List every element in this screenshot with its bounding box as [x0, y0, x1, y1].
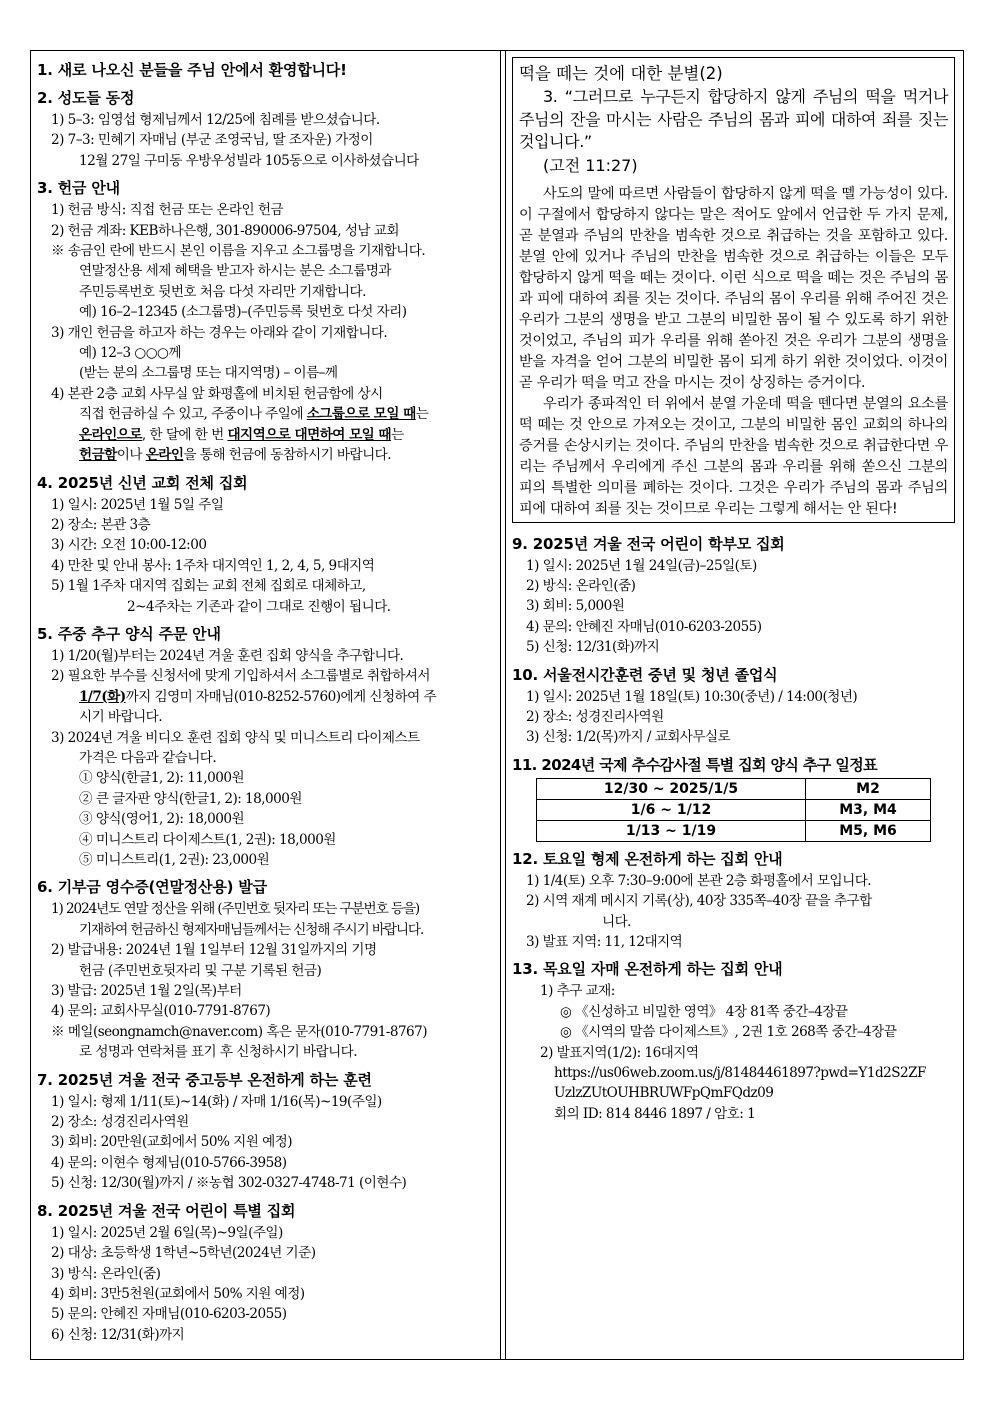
s5-deadline: 1/7(화): [79, 688, 126, 705]
s12-line-3: 니다.: [602, 913, 631, 930]
devotional-title: 떡을 떼는 것에 대한 분별(2): [519, 64, 723, 83]
s3-line-6: 예) 16–2–12345 (소그룹명)–(주민등록 뒷번호 다섯 자리): [79, 304, 407, 321]
s13-line-2: ◎ 《신성하고 비밀한 영역》 4장 81쪽 중간–4장끝: [560, 1003, 848, 1020]
zoom-link-line-1[interactable]: https://us06web.zoom.us/j/81484461897?pwd=Y1d2S2ZF: [554, 1065, 926, 1081]
s4-line-3: 3) 시간: 오전 10:00-12:00: [51, 537, 207, 554]
section-10-title: 10. 서울전시간훈련 중년 및 청년 졸업식: [512, 665, 778, 684]
s13-line-3: ◎ 《시역의 말씀 다이제스트》, 2권 1호 268쪽 중간–4장끝: [560, 1024, 897, 1041]
s5-line-3: [37, 687, 490, 707]
s8-line-6: 6) 신청: 12/31(화)까지: [51, 1326, 185, 1343]
s5-price-4: ④ 미니스트리 다이제스트(1, 2권): 18,000원: [79, 831, 336, 848]
s3-text: 는: [415, 406, 429, 423]
s10-line-3: 3) 신청: 1/2(목)까지 / 교회사무실로: [526, 729, 731, 746]
section-7-title: 7. 2025년 겨울 전국 중고등부 온전하게 하는 훈련: [37, 1070, 372, 1089]
s3-line-13: [37, 445, 490, 465]
section-6-title: 6. 기부금 영수증(연말정산용) 발급: [37, 878, 267, 897]
s3-line-2: 2) 헌금 계좌: KEB하나은행, 301-890006-97504, 성남 교회: [51, 222, 399, 239]
s3-line-7: 3) 개인 헌금을 하고자 하는 경우는 아래와 같이 기재합니다.: [51, 324, 388, 341]
s9-line-5: 5) 신청: 12/31(화)까지: [526, 639, 660, 656]
section-5-title: 5. 주중 추구 양식 주문 안내: [37, 624, 221, 643]
table-row: [537, 799, 931, 820]
schedule-date: 1/6 ~ 1/12: [537, 799, 806, 820]
s3-text: 는: [391, 426, 404, 443]
s2-line-2: 2) 7–3: 민혜기 자매님 (부군 조영국님, 딸 조자운) 가정이: [51, 132, 373, 149]
s3-text: 을 통해 헌금에 동참하시기 바랍니다.: [183, 447, 392, 464]
devotional-box: [512, 57, 955, 523]
s3-emphasis-online: 온라인으로: [79, 426, 142, 443]
s4-line-1: 1) 일시: 2025년 1월 5일 주일: [51, 496, 224, 513]
s3-line-3: ※ 송금인 란에 반드시 본인 이름을 지우고 소그룹명을 기재합니다.: [51, 243, 426, 260]
s3-emphasis-small-group: 소그룹으로 모일 때: [306, 406, 416, 423]
s3-line-5: 주민등록번호 뒷번호 처음 다섯 자리만 기재합니다.: [79, 283, 366, 300]
s6-line-6: 4) 문의: 교회사무실(010-7791-8767): [51, 1003, 271, 1020]
bulletin-frame: [30, 50, 964, 1360]
s6-line-5: 3) 발급: 2025년 1월 2일(목)부터: [51, 983, 242, 1000]
devotional-paragraph-2: 우리가 종파적인 터 위에서 분열 가운데 떡을 뗀다면 분열의 요소를 떡 떼는 것 안으로 가져오는 것이고, 그분의 비밀한 몸인 교회의 하나의 증거를 손상시키는 것이다. 주님의 만찬을 범속한 것으로 취급한다면 우리는 주님께서 우리에게 주신 그분의 몸과 우리를 위해 쏟으신 그분의 피의 특별한 의미를 폐하는 것이다. 그것은 우리가 주님의 몸과 주님의 피에 대하여 죄를 짓는 것이므로 우리는 그렇게 해서는 안 된다!: [519, 395, 948, 517]
s8-line-3: 3) 방식: 온라인(줌): [51, 1265, 161, 1282]
s6-line-4: 헌금 (주민번호뒷자리 및 구분 기록된 헌금): [79, 962, 322, 979]
s13-line-1: 1) 추구 교재:: [540, 983, 615, 1000]
s4-line-2: 2) 장소: 본관 3층: [51, 516, 151, 533]
s9-line-2: 2) 방식: 온라인(줌): [526, 577, 636, 594]
section-4-title: 4. 2025년 신년 교회 전체 집회: [37, 473, 248, 492]
s3-emphasis-district: 대지역으로 대면하여 모일 때: [227, 426, 391, 443]
meeting-id: 회의 ID: 814 8446 1897 / 암호: 1: [554, 1105, 756, 1122]
s12-line-2: 2) 시역 재계 메시지 기록(상), 40장 335쪽–40장 끝을 추구합: [526, 893, 872, 910]
s6-line-2: 기재하여 헌금하신 형제자매님들께서는 신청해 주시기 바랍니다.: [79, 921, 424, 938]
section-8-title: 8. 2025년 겨울 전국 어린이 특별 집회: [37, 1201, 296, 1220]
s6-line-8: 로 성명과 연락처를 표기 후 신청하시기 바랍니다.: [79, 1044, 358, 1061]
s5-text: 까지 김영미 자매님(010-8252-5760)에게 신청하여 주: [125, 688, 437, 705]
s3-line-8: 예) 12–3 ○○○께: [79, 345, 181, 362]
s4-line-6: 2~4주차는 기존과 같이 그대로 진행이 됩니다.: [127, 598, 391, 615]
s5-line-4: 시기 바랍니다.: [79, 709, 163, 726]
s3-line-9: (받는 분의 소그룹명 또는 대지역명) – 이름–께: [79, 365, 338, 382]
s9-line-4: 4) 문의: 안혜진 자매님(010-6203-2055): [526, 618, 762, 635]
s7-line-1: 1) 일시: 형제 1/11(토)~14(화) / 자매 1/16(목)~19(주일): [51, 1093, 382, 1110]
s8-line-4: 4) 회비: 3만5천원(교회에서 50% 지원 예정): [51, 1285, 305, 1302]
s5-price-5: ⑤ 미니스트리(1, 2권): 23,000원: [79, 852, 270, 868]
section-11-title: 11. 2024년 국제 추수감사절 특별 집회 양식 추구 일정표: [512, 755, 878, 774]
s3-line-1: 1) 헌금 방식: 직접 헌금 또는 온라인 헌금: [51, 202, 284, 219]
section-13-title: 13. 목요일 자매 온전하게 하는 집회 안내: [512, 960, 783, 979]
s8-line-5: 5) 문의: 안혜진 자매님(010-6203-2055): [51, 1306, 287, 1323]
schedule-value: M3, M4: [806, 799, 931, 820]
s4-line-4: 4) 만찬 및 안내 봉사: 1주차 대지역인 1, 2, 4, 5, 9대지역: [51, 557, 375, 574]
s13-line-4: 2) 발표지역(1/2): 16대지역: [540, 1044, 699, 1061]
s3-text: 직접 헌금하실 수 있고, 주중이나 주일에: [79, 406, 307, 423]
s5-line-1: 1) 1/20(월)부터는 2024년 겨울 훈련 집회 양식을 추구합니다.: [51, 647, 404, 664]
devotional-paragraph-1: 사도의 말에 따르면 사람들이 합당하지 않게 떡을 뗄 가능성이 있다. 이 구절에서 합당하지 않다는 말은 적어도 앞에서 언급한 두 가지 문제, 곧 분열과 주님의 만찬을 범속한 것으로 취급하는 것을 포함하고 있다. 분열 안에 있거나 주님의 만찬을 범속한 것으로 취급하는 이들은 모두 합당하지 않게 떡을 떼는 것이다. 이런 식으로 떡을 떼는 것은 주님의 몸과 피에 대하여 죄를 짓는 것이다. 주님의 몸이 우리를 위해 주어진 것은 우리가 그분의 생명을 받고 그분의 비밀한 몸이 될 수 있도록 하기 위한 것이었고, 주님의 피가 우리를 위해 쏟아진 것은 우리가 그분의 생명을 받을 자격을 얻어 그분의 비밀한 몸이 되게 하기 위한 것이었다. 이것이 곧 우리가 떡을 먹고 잔을 마시는 것이 상징하는 증거이다.: [519, 185, 948, 391]
s9-line-3: 3) 회비: 5,000원: [526, 598, 625, 615]
section-12-title: 12. 토요일 형제 온전하게 하는 집회 안내: [512, 849, 783, 868]
s2-line-3: 12월 27일 구미동 우방우성빌라 105동으로 이사하셨습니다: [79, 152, 419, 169]
s3-emphasis-box: 헌금함: [79, 447, 117, 464]
schedule-table: [536, 778, 931, 842]
s12-line-4: 3) 발표 지역: 11, 12대지역: [526, 933, 683, 950]
s5-line-5: 3) 2024년 겨울 비디오 훈련 집회 양식 및 미니스트리 다이제스트: [51, 729, 420, 746]
devotional-body: [519, 184, 948, 520]
s3-line-12: [37, 425, 490, 445]
s5-price-1: ① 양식(한글1, 2): 11,000원: [79, 770, 245, 787]
schedule-date: 1/13 ~ 1/19: [537, 820, 806, 841]
schedule-value: M2: [806, 778, 931, 799]
s3-emphasis-online-2: 온라인: [145, 447, 184, 464]
s3-line-10: 4) 본관 2층 교회 사무실 앞 화평홀에 비치된 헌금함에 상시: [51, 385, 383, 402]
s3-line-4: 연말정산용 세제 혜택을 받고자 하시는 분은 소그룹명과: [79, 263, 392, 280]
right-column: [505, 51, 963, 1359]
section-9-title: 9. 2025년 겨울 전국 어린이 학부모 집회: [512, 534, 785, 553]
s2-line-1: 1) 5–3: 임영섭 형제님께서 12/25에 침례를 받으셨습니다.: [51, 112, 380, 128]
zoom-link-line-2[interactable]: UzlzZUtOUHBRUWFpQmFQdz09: [554, 1085, 774, 1102]
schedule-value: M5, M6: [806, 820, 931, 841]
s8-line-2: 2) 대상: 초등학생 1학년~5학년(2024년 기준): [51, 1245, 316, 1262]
s7-line-5: 5) 신청: 12/30(월)까지 / ※농협 302-0327-4748-71 (이현수): [51, 1175, 407, 1192]
s5-line-6: 가격은 다음과 같습니다.: [79, 749, 217, 766]
section-2-title: 2. 성도들 동정: [37, 89, 135, 107]
table-row: [537, 820, 931, 841]
s5-price-3: ③ 양식(영어1, 2): 18,000원: [79, 811, 245, 828]
table-row: [537, 778, 931, 799]
s9-line-1: 1) 일시: 2025년 1월 24일(금)–25일(토): [526, 557, 757, 574]
s10-line-2: 2) 장소: 성경진리사역원: [526, 708, 664, 725]
s6-line-3: 2) 발급내용: 2024년 1월 1일부터 12월 31일까지의 기명: [51, 942, 377, 959]
s12-line-1: 1) 1/4(토) 오후 7:30–9:00에 본관 2층 화평홀에서 모입니다.: [526, 872, 872, 889]
s8-line-1: 1) 일시: 2025년 2월 6일(목)~9일(주일): [51, 1224, 283, 1241]
schedule-date: 12/30 ~ 2025/1/5: [537, 778, 806, 799]
s6-line-1: 1) 2024년도 연말 정산을 위해 (주민번호 뒷자리 또는 구분번호 등을): [51, 901, 420, 918]
s7-line-3: 3) 회비: 20만원(교회에서 50% 지원 예정): [51, 1134, 292, 1151]
section-1-title: 1. 새로 나오신 분들을 주님 안에서 환영합니다!: [37, 61, 347, 79]
devotional-verse: 3. “그러므로 누구든지 합당하지 않게 주님의 떡을 먹거나 주님의 잔을 마시는 사람은 주님의 몸과 피에 대하여 죄를 짓는 것입니다.”: [519, 87, 948, 151]
s3-text: 이나: [116, 447, 146, 464]
s10-line-1: 1) 일시: 2025년 1월 18일(토) 10:30(중년) / 14:00(청년): [526, 688, 858, 705]
s3-line-11: [37, 404, 490, 424]
s4-line-5: 5) 1월 1주차 대지역 집회는 교회 전체 집회로 대체하고,: [51, 578, 366, 595]
s6-line-7: ※ 메일(seongnamch@naver.com) 혹은 문자(010-7791-8767): [51, 1023, 428, 1040]
s5-price-2: ② 큰 글자판 양식(한글1, 2): 18,000원: [79, 790, 302, 807]
s7-line-4: 4) 문의: 이현수 형제님(010-5766-3958): [51, 1154, 287, 1171]
section-3-title: 3. 헌금 안내: [37, 179, 120, 198]
devotional-reference: (고전 11:27): [543, 155, 638, 175]
left-column: [31, 51, 501, 1359]
s3-text: , 한 달에 한 번: [141, 426, 228, 443]
s5-line-2: 2) 필요한 부수를 신청서에 맞게 기입하셔서 소그룹별로 취합하셔서: [51, 668, 430, 685]
s7-line-2: 2) 장소: 성경진리사역원: [51, 1114, 189, 1131]
